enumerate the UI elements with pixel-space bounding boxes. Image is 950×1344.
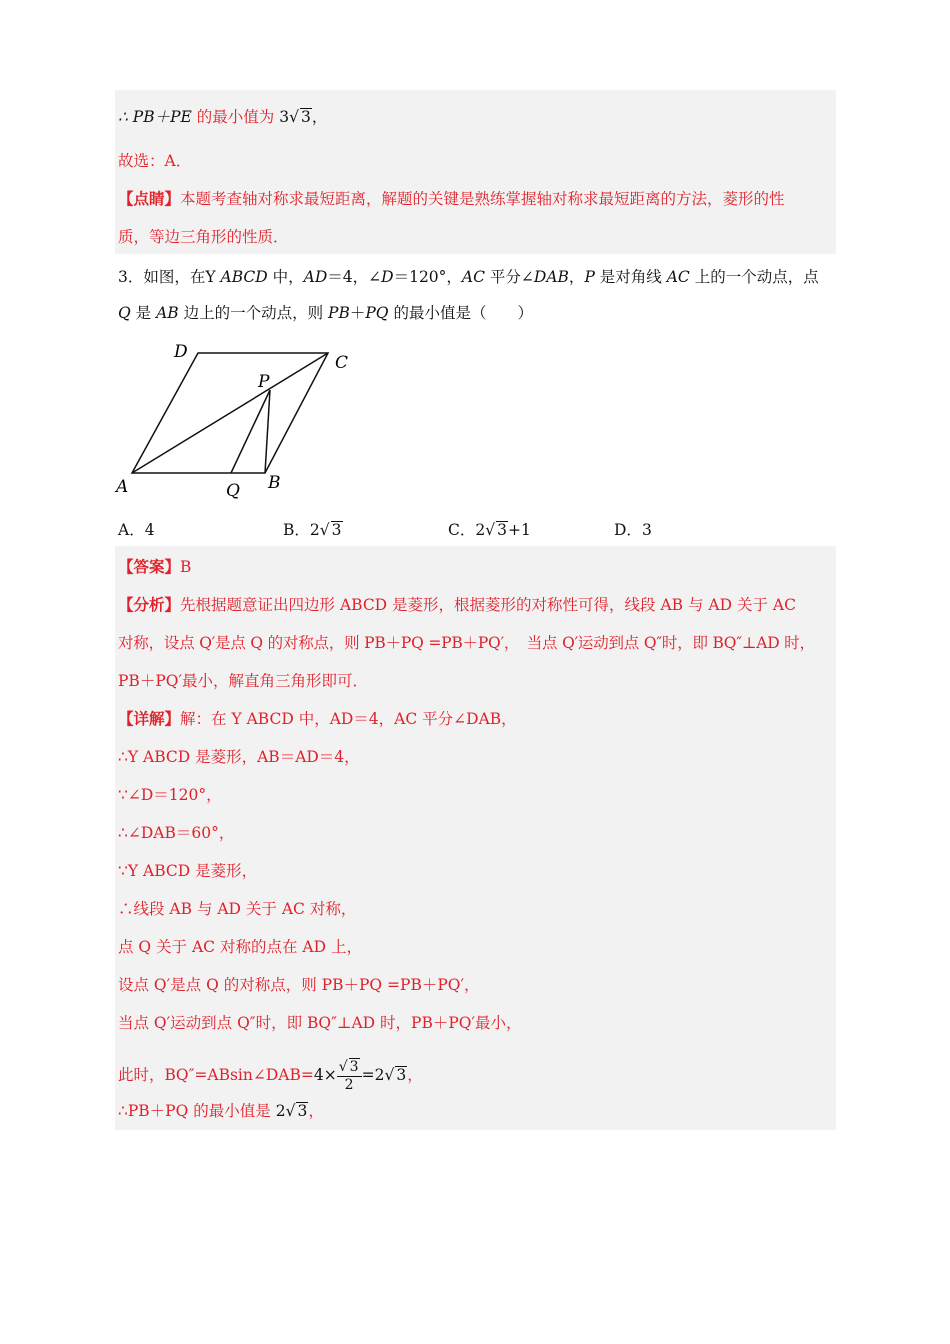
- detail-line-6: ∴线段 AB 与 AD 关于 AC 对称，: [118, 900, 357, 918]
- min-value-radicand: 3: [300, 108, 311, 126]
- detail-line-3: ∵∠D＝120°，: [118, 786, 222, 804]
- option-b: B．2√ 3: [283, 521, 342, 539]
- option-c-tail: +1: [508, 521, 531, 539]
- detail-line-11: ∴PB＋PQ 的最小值是 2√ 3，: [118, 1102, 324, 1120]
- option-b-radicand: 3: [331, 521, 342, 539]
- conclusion-line: ∴ PB＋PE 的最小值为 3√ 3，: [118, 108, 328, 126]
- detail-line-7: 点 Q 关于 AC 对称的点在 AD 上，: [118, 938, 362, 956]
- option-a: A．4: [118, 521, 155, 539]
- option-b-coef: 2: [309, 521, 320, 539]
- detail-line-8: 设点 Q′是点 Q 的对称点，则 PB＋PQ =PB＋PQ′，: [118, 976, 480, 994]
- expr-pb-pe: ∴ PB＋PE: [118, 108, 192, 126]
- segment-pb: [265, 390, 270, 473]
- detail-text: 此时，BQ″=ABsin∠DAB=: [118, 1066, 314, 1084]
- label-q: Q: [226, 481, 240, 501]
- punct: ，: [311, 108, 328, 126]
- label-p: P: [258, 372, 270, 392]
- q-var: ABCD: [220, 268, 268, 286]
- dianjing-line-2: 质，等边三角形的性质．: [118, 228, 289, 246]
- formula-radicand: 3: [396, 1066, 407, 1084]
- parallelogram-figure: [110, 335, 370, 505]
- detail-line-2: ∴Y ABCD 是菱形，AB＝AD＝4，: [118, 748, 360, 766]
- result-radicand: 3: [297, 1102, 308, 1120]
- q-var: PQ: [365, 304, 389, 322]
- q-text: ＋: [349, 304, 366, 322]
- detail-text: 解：在 Y ABCD 中，AD＝4，AC 平分∠DAB，: [180, 710, 517, 728]
- formula-fraction: $\frac{√ 3}{2}$: [337, 1058, 362, 1094]
- parallelogram-symbol: Y: [205, 268, 221, 286]
- option-c-radicand: 3: [497, 521, 508, 539]
- q-var: D: [381, 268, 394, 286]
- q-text: 边上的一个动点，则: [178, 304, 329, 322]
- dianjing-line-1: [118, 188, 785, 210]
- analysis-line-3: PB＋PQ′最小，解直角三角形即可．: [118, 672, 368, 690]
- option-d: [614, 519, 652, 541]
- answer-line: [118, 556, 191, 578]
- fraction-numerator-radicand: 3: [349, 1059, 359, 1075]
- answer-tag: 【答案】: [118, 557, 181, 576]
- q-text: ，: [568, 268, 585, 286]
- analysis-line-1: [118, 594, 796, 616]
- option-d-label: D．: [614, 521, 642, 539]
- formula-times: ×: [323, 1066, 337, 1084]
- option-d-value: 3: [641, 521, 652, 539]
- option-c-label: C．: [448, 521, 476, 539]
- diagonal-ac: [132, 353, 328, 473]
- option-c-coef: 2: [475, 521, 486, 539]
- detail-text: 的最小值是: [188, 1102, 276, 1120]
- dianjing-tag: 【点睛】: [118, 189, 181, 208]
- q-var: DAB: [533, 268, 569, 286]
- option-b-label: B．: [283, 521, 310, 539]
- segment-pq: [231, 390, 270, 473]
- formula-coef: 2: [374, 1066, 385, 1084]
- dianjing-text: 本题考查轴对称求最短距离，解题的关键是熟练掌握轴对称求最短距离的方法，菱形的性: [180, 190, 785, 208]
- label-d: D: [174, 342, 188, 362]
- min-value-text: 的最小值为: [191, 108, 280, 126]
- min-value-coef: 3: [279, 108, 290, 126]
- label-c: C: [335, 353, 349, 373]
- q-text: 是对角线: [594, 268, 667, 286]
- answer-value: B: [180, 558, 192, 576]
- detail-tag: 【详解】: [118, 709, 181, 728]
- choice-line: 故选：A．: [118, 152, 192, 170]
- analysis-text: 先根据题意证出四边形 ABCD 是菱形，根据菱形的对称性可得，线段 AB 与 AD 关于 AC: [180, 596, 796, 614]
- q-var: AD: [303, 268, 328, 286]
- detail-text: ∴PB＋PQ: [118, 1102, 189, 1120]
- analysis-line-2: 对称，设点 Q′是点 Q 的对称点，则 PB＋PQ =PB＋PQ′， 当点 Q′运动到点 Q″时，即 BQ″⊥AD 时，: [118, 634, 815, 652]
- formula-equals: =: [361, 1066, 375, 1084]
- q-text: 是: [130, 304, 157, 322]
- question-line-1: [118, 266, 819, 288]
- result-coef: 2: [275, 1102, 286, 1120]
- q-text: 上的一个动点，点: [689, 268, 819, 286]
- q-text: ＝4，∠: [327, 268, 382, 286]
- detail-line-5: ∵Y ABCD 是菱形，: [118, 862, 258, 880]
- q-text: 平分∠: [484, 268, 534, 286]
- q-var: AB: [156, 304, 179, 322]
- detail-line-10: 此时，BQ″=ABsin∠DAB=4× $\frac{√ 3}{2}$ =2√ 3，: [118, 1059, 423, 1093]
- q-text: 的最小值是（ ）: [388, 304, 533, 322]
- detail-line-9: 当点 Q′运动到点 Q″时，即 BQ″⊥AD 时，PB＋PQ′最小，: [118, 1014, 522, 1032]
- formula-four: 4: [313, 1066, 324, 1084]
- q-var: AC: [666, 268, 690, 286]
- label-a: A: [116, 477, 129, 497]
- detail-line-1: [118, 708, 517, 730]
- q-text: 3．如图，在: [118, 268, 206, 286]
- punct: ，: [407, 1066, 423, 1084]
- analysis-tag: 【分析】: [118, 595, 181, 614]
- q-var: AC: [461, 268, 485, 286]
- detail-line-4: ∴∠DAB＝60°，: [118, 824, 235, 842]
- option-c: C．2√ 3+1: [448, 521, 531, 539]
- punct: ，: [308, 1102, 324, 1120]
- label-b: B: [268, 473, 281, 493]
- fraction-denominator: 2: [344, 1077, 354, 1093]
- q-text: ＝120°，: [393, 268, 462, 286]
- question-line-2: [118, 302, 533, 324]
- q-var: P: [584, 268, 595, 286]
- q-var: PB: [328, 304, 350, 322]
- q-var: Q: [118, 304, 131, 322]
- q-text: 中，: [267, 268, 304, 286]
